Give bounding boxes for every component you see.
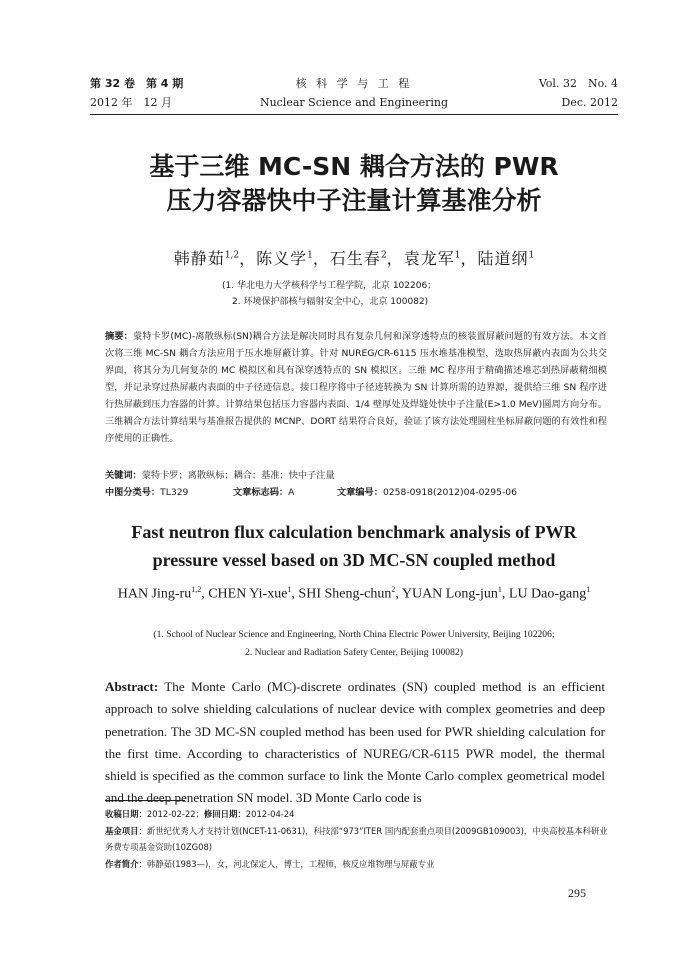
author-affiliation-mark: 1 <box>454 250 461 261</box>
header-volume-en <box>539 74 618 112</box>
funding-text: 新世纪优秀人才支持计划(NCET-11-0631)，科技部“973”ITER 国内配套重点项目(2009GB109003)，中央高校基本科研业务费专项基金资助(10ZG08) <box>105 825 608 852</box>
document-code-label: 文章标志码： <box>233 487 289 498</box>
revised-label: 修回日期： <box>203 809 246 819</box>
author-name: YUAN Long-jun <box>401 586 498 602</box>
page-number: 295 <box>568 886 586 900</box>
affiliation-en-2: 2. Nuclear and Radiation Safety Center, Beijing 100082) <box>245 647 463 658</box>
header-year-month: 2012 年 12 月 <box>90 96 172 109</box>
header-date: Dec. 2012 <box>561 96 618 109</box>
funding-label: 基金项目： <box>105 825 147 836</box>
abstract-chinese <box>105 328 607 447</box>
author-affiliation-mark: 1 <box>307 250 313 261</box>
author-separator: ， <box>239 249 257 268</box>
author-name: 陆道纲 <box>477 249 529 268</box>
author-name: HAN Jing-ru <box>117 586 192 602</box>
author-list-chinese <box>90 246 618 269</box>
affiliation-cn-1: (1. 华北电力大学核科学与工程学院，北京 102206； <box>222 281 437 291</box>
abstract-english <box>105 676 605 810</box>
abstract-cn-text: 蒙特卡罗(MC)-离散纵标(SN)耦合方法是解决同时具有复杂几何和深穿透特点的核装置屏蔽问题的有效方法。本文首次将三维 MC-SN 耦合方法应用于压水堆屏蔽计算。针对 NUREG/CR-6115 压水堆基准模型，选取热屏蔽内表面为公共交界面，将其分为几何复杂的 MC 模拟区和具有深穿透特点的 SN 模拟区。三维 MC 程序用于精确描述堆芯到热屏蔽精细模型，并记录穿过热屏蔽内表面的中子径迹信息。接口程序将中子径迹转换为 SN 计算所需的边界源，提供给三维 SN 程序进行热屏蔽到压力容器的计算。计算结果包括压力容器内表面、1/4 壁厚处及焊缝处快中子注量(E>1.0 MeV)圆周方向分布。三维耦合方法计算结果与基准报告提供的 MCNP、DORT 结果符合良好，验证了该方法处理圆柱坐标屏蔽问题的有效性和程序使用的正确性。 <box>105 331 608 444</box>
author-separator: , <box>201 586 209 602</box>
title-english <box>90 518 618 574</box>
revised-date: 2012-04-24 <box>245 809 295 819</box>
header-volume-issue: 第 32 卷 第 4 期 <box>90 77 184 90</box>
article-number-label: 文章编号： <box>337 487 383 498</box>
received-date: 2012-02-22； <box>146 809 204 819</box>
affiliations-chinese <box>222 278 436 310</box>
author-affiliation-mark: 1 <box>528 250 535 261</box>
footnotes <box>105 806 610 872</box>
article-number-value: 0258-0918(2012)04-0295-06 <box>382 487 517 498</box>
author-affiliation-mark: 2 <box>380 250 387 261</box>
keywords-chinese <box>105 468 607 484</box>
author-name: 石生春 <box>329 249 381 268</box>
author-affiliation-mark: 2 <box>391 585 396 594</box>
title-cn-line-2: 压力容器快中子注量计算基准分析 <box>166 186 542 215</box>
author-affiliation-mark: 1,2 <box>224 250 240 261</box>
header-journal-name-cn: 核 科 学 与 工 程 <box>295 77 413 90</box>
author-affiliation-mark: 1 <box>586 585 591 594</box>
header-journal-name-en: Nuclear Science and Engineering <box>259 96 449 109</box>
author-name: LU Dao-gang <box>508 586 587 602</box>
footnote-divider <box>105 800 185 801</box>
footnote-funding <box>105 823 610 856</box>
abstract-cn-label: 摘要： <box>105 331 133 342</box>
author-separator: , <box>291 586 299 602</box>
clc-value: TL329 <box>160 487 189 498</box>
received-label: 收稿日期： <box>105 809 147 819</box>
author-separator: ， <box>386 249 404 268</box>
author-affiliation-mark: 1 <box>287 585 292 594</box>
title-chinese <box>90 150 618 218</box>
running-header <box>90 74 618 114</box>
header-divider <box>90 114 618 115</box>
footnote-dates <box>105 806 610 823</box>
affiliation-en-1: (1. School of Nuclear Science and Engineering, North China Electric Power University, Beijing 102206; <box>153 629 555 640</box>
title-cn-line-1: 基于三维 MC-SN 耦合方法的 PWR <box>149 152 559 181</box>
clc-label: 中图分类号： <box>105 487 161 498</box>
keywords-cn-label: 关键词： <box>105 470 142 481</box>
affiliation-cn-2: 2. 环境保护部核与辐射安全中心，北京 100082) <box>232 297 429 307</box>
footnote-author-bio <box>105 856 610 873</box>
author-separator: , <box>501 586 509 602</box>
header-vol-no: Vol. 32 No. 4 <box>538 77 618 90</box>
author-list-english <box>90 585 618 603</box>
author-name: CHEN Yi-xue <box>208 586 288 602</box>
author-separator: ， <box>312 249 330 268</box>
author-bio-text: 韩静茹(1983—)，女，河北保定人，博士，工程师，核反应堆物理与屏蔽专业 <box>146 858 435 869</box>
affiliations-english <box>90 626 618 662</box>
document-code-value: A <box>288 487 295 498</box>
abstract-en-label: Abstract: <box>105 679 159 694</box>
author-separator: , <box>395 586 402 602</box>
author-name: 陈义学 <box>256 249 308 268</box>
author-bio-label: 作者简介： <box>105 858 147 869</box>
title-en-line-2: pressure vessel based on 3D MC-SN coupled method <box>152 550 556 570</box>
title-en-line-1: Fast neutron flux calculation benchmark analysis of PWR <box>131 522 577 542</box>
keywords-cn-text: 蒙特卡罗；离散纵标；耦合；基准；快中子注量 <box>141 470 335 481</box>
author-affiliation-mark: 1,2 <box>191 585 202 594</box>
author-name: 韩静茹 <box>173 249 225 268</box>
author-affiliation-mark: 1 <box>497 585 502 594</box>
author-name: SHI Sheng-chun <box>298 586 392 602</box>
author-name: 袁龙军 <box>403 249 455 268</box>
author-separator: ， <box>460 249 478 268</box>
abstract-en-text: The Monte Carlo (MC)-discrete ordinates (SN) coupled method is an efficient approach to solve shielding calculations of nuclear device with complex geometries and deep penetration. The 3D MC-SN coupled method has been used for PWR shielding calculation for the first time. According to characteristics of NUREG/CR-6115 PWR model, the thermal shield is specified as the common surface to link the Monte Carlo complex geometrical model and the deep penetration SN model. 3D Monte Carlo code is <box>105 679 605 806</box>
